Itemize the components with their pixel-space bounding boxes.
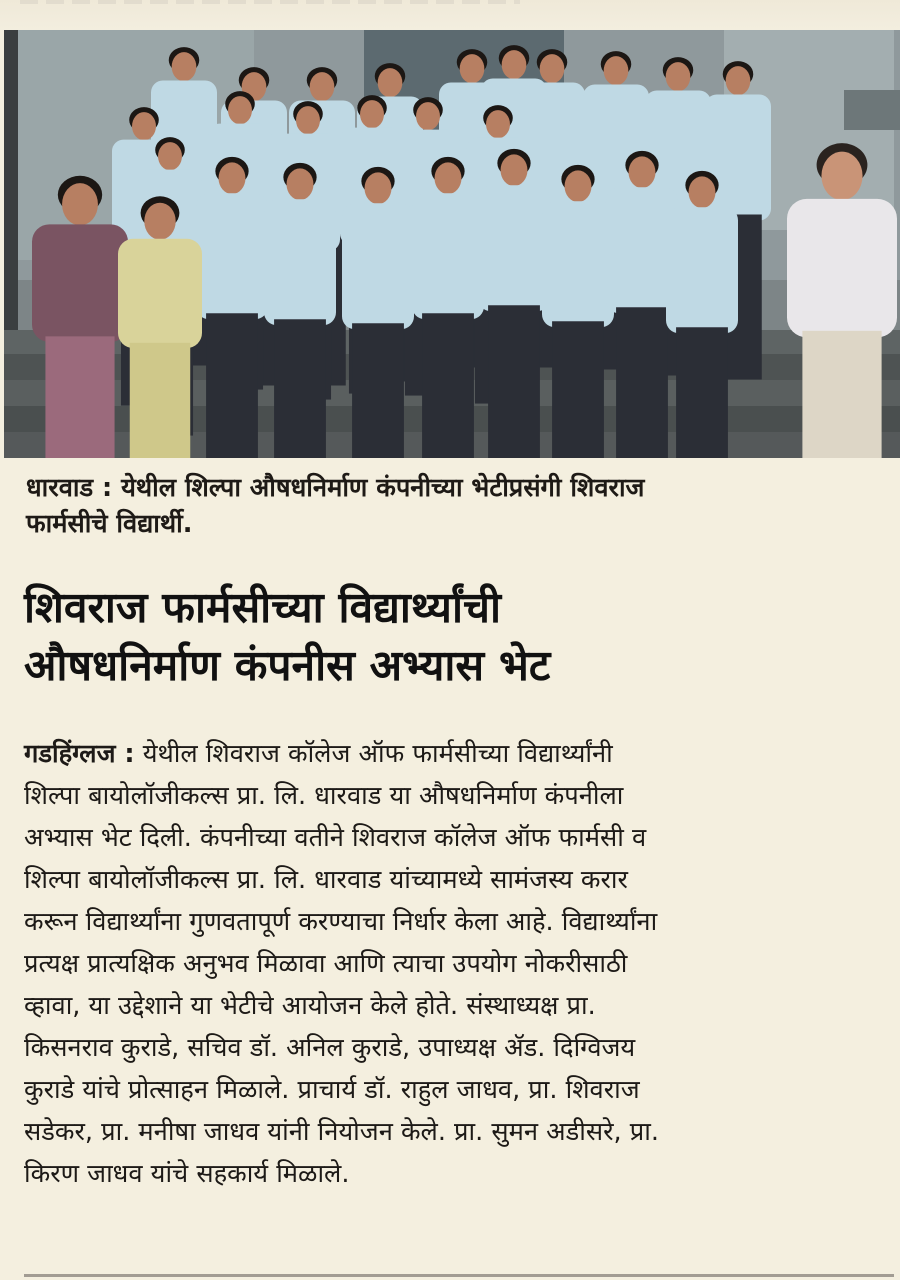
article-line: करून विद्यार्थ्यांना गुणवतापूर्ण करण्याचा निर्धार केला आहे. विद्यार्थ्यांना — [24, 907, 658, 937]
right-margin — [900, 0, 916, 1280]
photo-caption — [26, 470, 886, 542]
top-strip — [0, 0, 916, 30]
dateline: गडहिंग्लज : — [24, 739, 135, 769]
group-photo-icon — [4, 30, 900, 458]
article-line: शिल्पा बायोलॉजीकल्स प्रा. लि. धारवाड यांच्यामध्ये सामंजस्य करार — [24, 865, 628, 895]
article-line: गडहिंग्लज : येथील शिवराज कॉलेज ऑफ फार्मसीच्या विद्यार्थ्यांनी — [24, 739, 613, 769]
article-line: किरण जाधव यांचे सहकार्य मिळाले. — [24, 1159, 350, 1189]
headline-line-2: औषधनिर्माण कंपनीस अभ्यास भेट — [24, 642, 551, 691]
caption-line-2: फार्मसीचे विद्यार्थी. — [26, 509, 193, 539]
bottom-rule — [24, 1274, 894, 1277]
article-headline — [24, 580, 894, 696]
headline-line-1: शिवराज फार्मसीच्या विद्यार्थ्यांची — [24, 584, 501, 633]
article-line: सडेकर, प्रा. मनीषा जाधव यांनी नियोजन केले. प्रा. सुमन अडीसरे, प्रा. — [24, 1117, 659, 1147]
article-line: प्रत्यक्ष प्रात्यक्षिक अनुभव मिळावा आणि त्याचा उपयोग नोकरीसाठी — [24, 949, 628, 979]
article-body — [24, 733, 890, 1195]
article-line: शिल्पा बायोलॉजीकल्स प्रा. लि. धारवाड या औषधनिर्माण कंपनीला — [24, 781, 624, 811]
group-photo — [4, 30, 900, 458]
article-line: व्हावा, या उद्देशाने या भेटीचे आयोजन केले होते. संस्थाध्यक्ष प्रा. — [24, 991, 596, 1021]
article-line: अभ्यास भेट दिली. कंपनीच्या वतीने शिवराज कॉलेज ऑफ फार्मसी व — [24, 823, 647, 853]
caption-line-1: धारवाड : येथील शिल्पा औषधनिर्माण कंपनीच्या भेटीप्रसंगी शिवराज — [26, 473, 645, 503]
article-line: कुराडे यांचे प्रोत्साहन मिळाले. प्राचार्य डॉ. राहुल जाधव, प्रा. शिवराज — [24, 1075, 640, 1105]
article-line: किसनराव कुराडे, सचिव डॉ. अनिल कुराडे, उपाध्यक्ष ॲड. दिग्विजय — [24, 1033, 636, 1063]
